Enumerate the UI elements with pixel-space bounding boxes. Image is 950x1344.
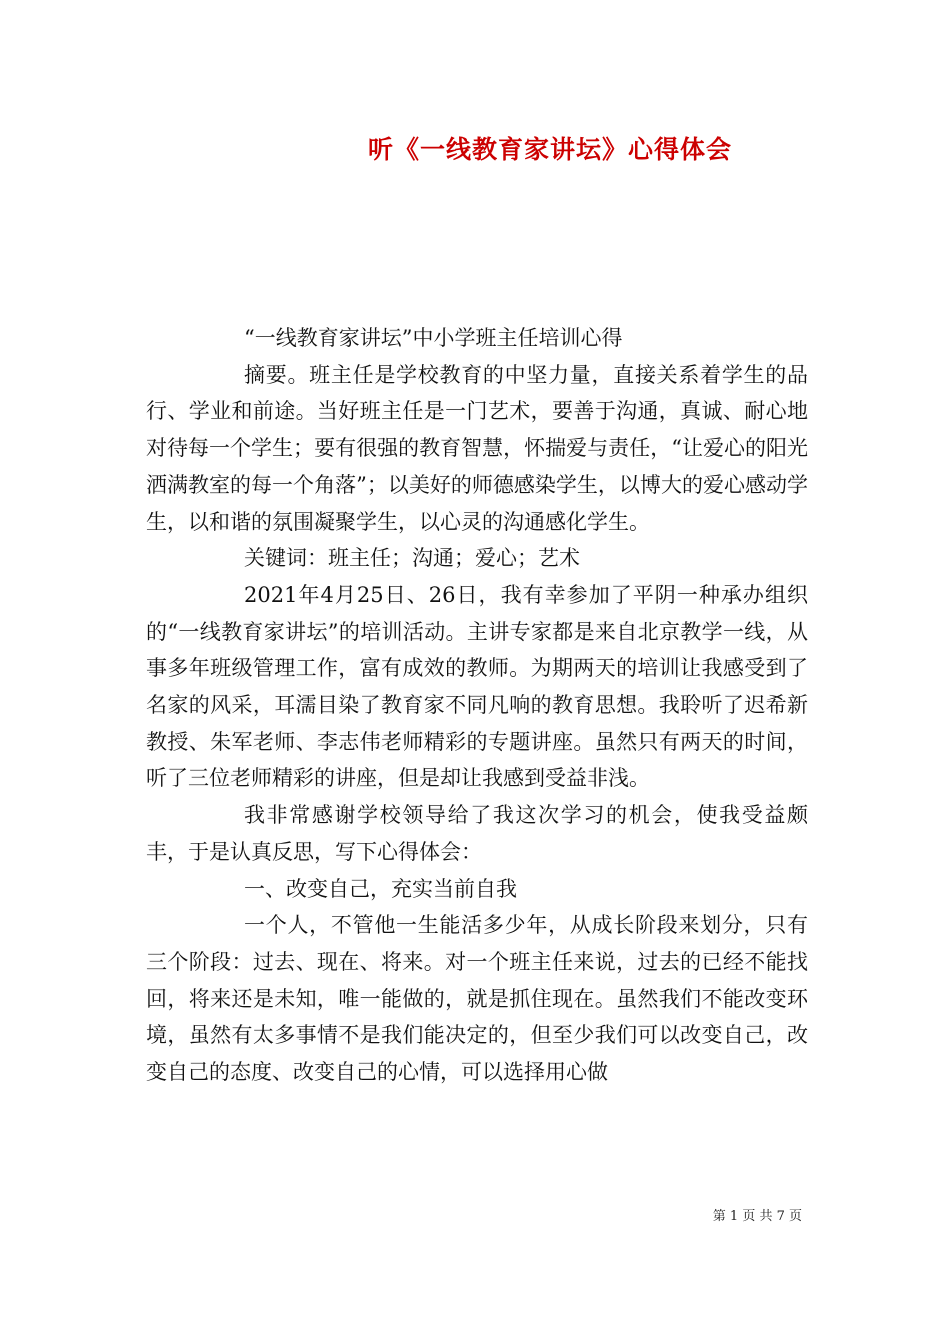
- paragraph-subtitle: “一线教育家讲坛”中小学班主任培训心得: [244, 326, 623, 350]
- section-heading-1: 一、改变自己，充实当前自我: [244, 876, 517, 901]
- document-body: [146, 320, 808, 1091]
- paragraph-abstract: 摘要。班主任是学校教育的中坚力量，直接关系着学生的品行、学业和前途。当好班主任是一门艺术，要善于沟通，真诚、耐心地对待每一个学生；要有很强的教育智慧，怀揣爱与责任，“让爱心的阳光洒满教室的每一个角落”；以美好的师德感染学生，以博大的爱心感动学生，以和谐的氛围凝聚学生，以心灵的沟通感化学生。: [146, 362, 808, 534]
- document-title: 听《一线教育家讲坛》心得体会: [367, 135, 732, 164]
- paragraph-section-1: 一个人，不管他一生能活多少年，从成长阶段来划分，只有三个阶段：过去、现在、将来。对一个班主任来说，过去的已经不能找回，将来还是未知，唯一能做的，就是抓住现在。虽然我们不能改变环境，虽然有太多事情不是我们能决定的，但至少我们可以改变自己，改变自己的态度、改变自己的心情，可以选择用心做: [146, 913, 808, 1085]
- paragraph-training: 2021年4月25日、26日，我有幸参加了平阴一种承办组织的“一线教育家讲坛”的培训活动。主讲专家都是来自北京教学一线，从事多年班级管理工作，富有成效的教师。为期两天的培训让我感受到了名家的风采，耳濡目染了教育家不同凡响的教育思想。我聆听了迟希新教授、朱军老师、李志伟老师精彩的专题讲座。虽然只有两天的时间，听了三位老师精彩的讲座，但是却让我感到受益非浅。: [146, 582, 808, 791]
- paragraph-thanks: 我非常感谢学校领导给了我这次学习的机会，使我受益颇丰，于是认真反思，写下心得体会：: [146, 803, 808, 864]
- page-number-footer: 第 1 页 共 7 页: [712, 1209, 802, 1224]
- paragraph-keywords: 关键词：班主任；沟通；爱心；艺术: [244, 546, 580, 571]
